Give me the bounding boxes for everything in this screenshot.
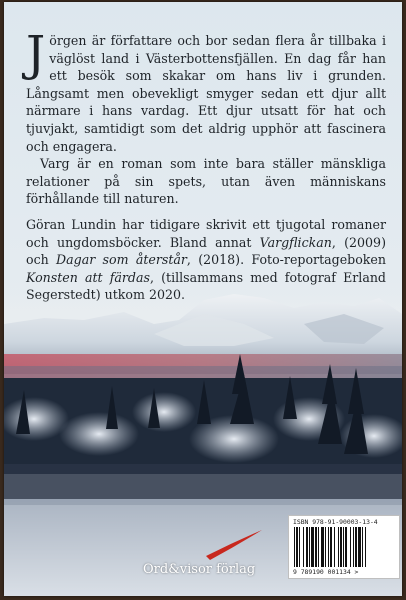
cover-blurb	[26, 26, 386, 304]
barcode-bar	[299, 527, 300, 567]
barcode-bar	[353, 527, 354, 567]
barcode-bar	[358, 527, 361, 567]
barcode-bar	[296, 527, 298, 567]
barcode-bar	[306, 527, 308, 567]
drop-cap: J	[26, 26, 46, 82]
barcode-bars	[293, 527, 395, 567]
barcode-bar	[343, 527, 344, 567]
barcode-bar	[350, 527, 351, 567]
barcode-bar	[325, 527, 326, 567]
blurb-p3-part-a: Göran Lundin har tidigare skrivit ett tjugotal romaner och ungdomsböcker. Bland annat	[26, 216, 386, 250]
barcode	[288, 515, 400, 579]
barcode-bar	[303, 527, 304, 567]
blurb-p3-part-b: , (2009) och	[26, 234, 386, 268]
barcode-bar	[318, 527, 319, 567]
book-title-dagar: Dagar som återstår	[56, 252, 187, 268]
blurb-paragraph-1	[26, 26, 386, 155]
barcode-bar	[330, 527, 332, 567]
barcode-bar	[345, 527, 347, 567]
barcode-bar	[340, 527, 342, 567]
book-title-vargflickan: Vargflickan	[259, 234, 332, 250]
blurb-p3-part-c: , (2018). Foto-reportageboken	[186, 252, 386, 268]
blurb-paragraph-1-text: örgen är författare och bor sedan flera år tillbaka i väglöst land i Västerbottensfjällen. En dag får han ett besök som skakar om hans liv i grunden. Långsamt men obevekligt smyger sedan ett djur allt närmare i hans vardag. Ett djur utsatt för hat och tjuvjakt, samtidigt som det aldrig upphör att fascinera och engagera.	[26, 33, 386, 154]
publisher-name: Ord&visor förlag	[143, 562, 256, 577]
barcode-bar	[311, 527, 314, 567]
barcode-bar	[328, 527, 329, 567]
publisher-swoosh-logo	[204, 524, 264, 564]
barcode-bar	[309, 527, 310, 567]
book-back-cover	[4, 2, 402, 596]
barcode-digits: 9 789190 001134 >	[293, 568, 359, 576]
barcode-bar	[294, 527, 295, 567]
isbn-text: ISBN 978-91-90003-13-4	[293, 518, 378, 526]
blurb-p3-part-d: , (tillsammans med fotograf Erland	[149, 269, 386, 285]
barcode-bar	[321, 527, 324, 567]
blurb-paragraph-2: Varg är en roman som inte bara ställer mänskliga relationer på sin spets, utan även människans förhållande till naturen.	[26, 156, 386, 207]
book-title-konsten: Konsten att färdas	[26, 269, 150, 285]
barcode-bar	[338, 527, 339, 567]
barcode-bar	[334, 527, 335, 567]
barcode-bar	[362, 527, 363, 567]
barcode-bar	[365, 527, 366, 567]
barcode-bar	[315, 527, 317, 567]
blurb-paragraph-3	[26, 216, 386, 304]
barcode-bar	[355, 527, 357, 567]
